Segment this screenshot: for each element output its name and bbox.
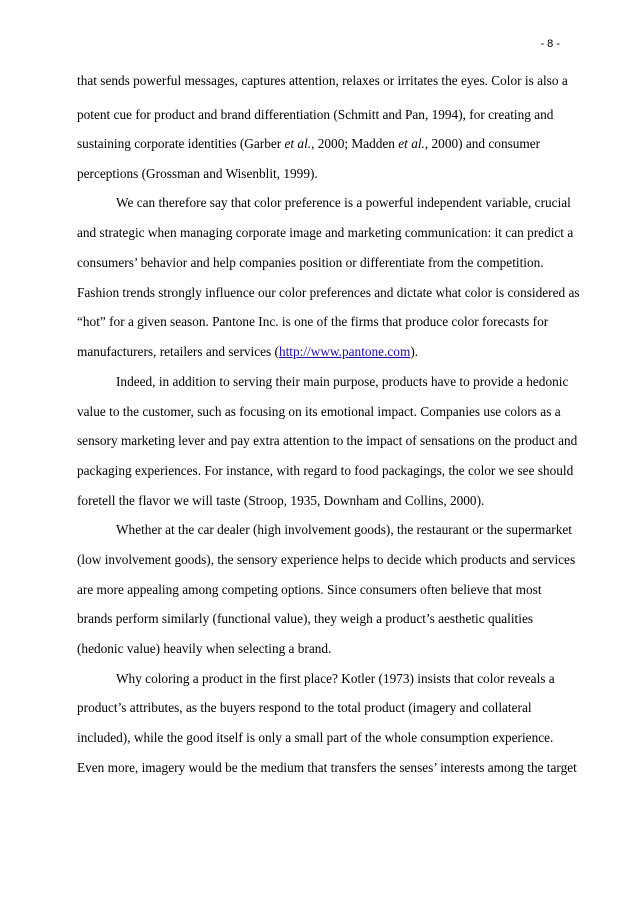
text-line: [77, 344, 418, 360]
text-line: (low involvement goods), the sensory experience helps to decide which products and services: [77, 552, 576, 567]
text-line: Fashion trends strongly influence our color preferences and dictate what color is considered as: [77, 285, 580, 300]
text-line: and strategic when managing corporate image and marketing communication: it can predict a: [77, 225, 574, 240]
text-line: perceptions (Grossman and Wisenblit, 1999).: [77, 166, 318, 181]
text-line: [77, 136, 540, 152]
text-line: are more appealing among competing options. Since consumers often believe that most: [77, 582, 542, 597]
text-line-prefix: manufacturers, retailers and services (: [77, 344, 279, 359]
text-line: packaging experiences. For instance, with regard to food packagings, the color we see should: [77, 463, 574, 478]
text-line: value to the customer, such as focusing on its emotional impact. Companies use colors as a: [77, 404, 561, 419]
text-line: Even more, imagery would be the medium that transfers the senses’ interests among the target: [77, 760, 577, 775]
text-line: sensory marketing lever and pay extra attention to the impact of sensations on the product and: [77, 433, 578, 448]
text-line: product’s attributes, as the buyers respond to the total product (imagery and collateral: [77, 700, 532, 715]
text-line: included), while the good itself is only a small part of the whole consumption experience.: [77, 730, 554, 745]
pantone-link[interactable]: http://www.pantone.com: [278, 344, 411, 359]
text-line: “hot” for a given season. Pantone Inc. is one of the firms that produce color forecasts for: [77, 314, 549, 329]
text-line: foretell the flavor we will taste (Stroop, 1935, Downham and Collins, 2000).: [77, 493, 485, 508]
text-line: that sends powerful messages, captures attention, relaxes or irritates the eyes. Color is also a: [77, 73, 568, 88]
text-line: Indeed, in addition to serving their main purpose, products have to provide a hedonic: [116, 374, 569, 389]
text-line: We can therefore say that color preference is a powerful independent variable, crucial: [116, 195, 571, 210]
text-line: consumers’ behavior and help companies position or differentiate from the competition.: [77, 255, 544, 270]
text-line-html: sustaining corporate identities (Garber et al., 2000; Madden et al., 2000) and consumer: [77, 136, 541, 151]
text-line: potent cue for product and brand differentiation (Schmitt and Pan, 1994), for creating and: [77, 107, 554, 122]
text-line: Why coloring a product in the first place? Kotler (1973) insists that color reveals a: [116, 671, 555, 686]
page-number: - 8 -: [540, 38, 560, 50]
text-line: Whether at the car dealer (high involvement goods), the restaurant or the supermarket: [116, 522, 572, 537]
text-line: (hedonic value) heavily when selecting a brand.: [77, 641, 332, 656]
text-line-suffix: ).: [410, 344, 419, 359]
text-line: brands perform similarly (functional value), they weigh a product’s aesthetic qualities: [77, 611, 534, 626]
